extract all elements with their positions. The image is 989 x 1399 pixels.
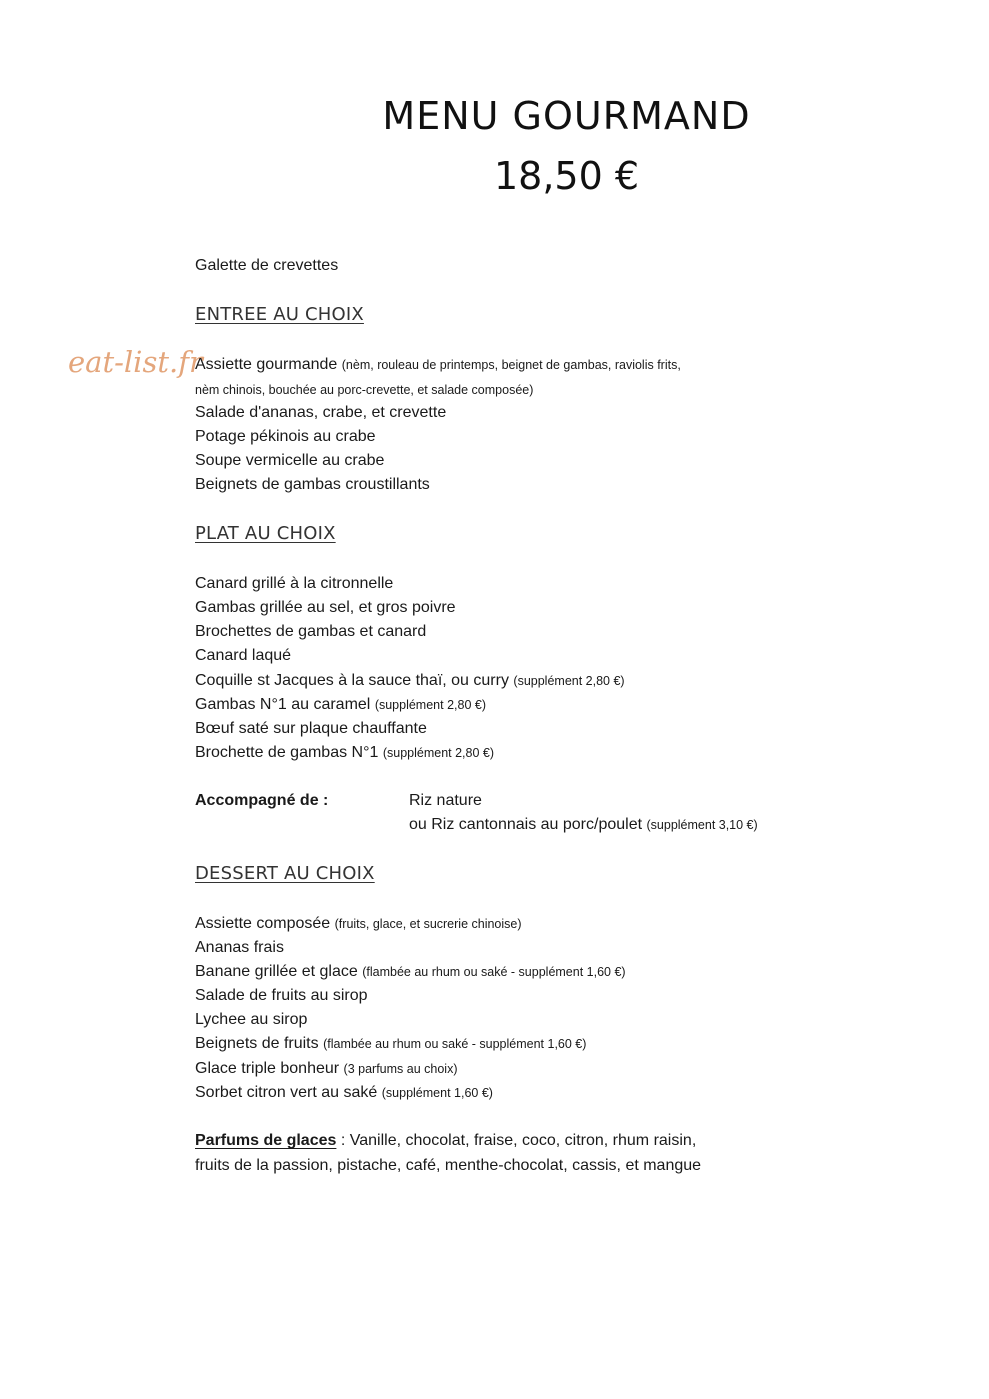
plat-item [195,672,625,690]
plat-item: Canard laqué [195,647,292,664]
parfums-line [195,1132,696,1150]
entree-item: Beignets de gambas croustillants [195,476,430,493]
entree-item-note-continued: nèm chinois, bouchée au porc-crevette, et salade composée) [195,383,534,397]
dessert-item [195,1060,457,1078]
item-note: (flambée au rhum ou saké - supplément 1,60 €) [362,965,626,979]
item-note: (supplément 2,80 €) [382,746,495,760]
dessert-item [195,1035,586,1053]
item-note: (supplément 1,60 €) [381,1086,493,1100]
watermark-logo: eat-list.fr [68,345,203,379]
dessert-item [195,1084,493,1102]
dessert-item: Ananas frais [195,939,284,956]
entree-item: Soupe vermicelle au crabe [195,452,385,469]
item-note: (supplément 2,80 €) [374,698,486,712]
plat-item [195,696,486,714]
section-heading-dessert: DESSERT AU CHOIX [195,863,375,884]
entree-item: Potage pékinois au crabe [195,428,376,445]
item-note: (fruits, glace, et sucrerie chinoise) [334,917,522,931]
plat-item: Brochettes de gambas et canard [195,623,427,640]
section-heading-plat: PLAT AU CHOIX [195,523,336,544]
item-name: Assiette gourmande [195,356,338,373]
section-heading-entree: ENTREE AU CHOIX [195,304,364,325]
accompagnement-label: Accompagné de : [195,792,329,809]
entree-item [195,356,681,374]
parfums-text: : Vanille, chocolat, fraise, coco, citron, rhum raisin, [336,1132,697,1149]
item-name: Gambas N°1 au caramel [195,696,371,713]
item-name: Sorbet citron vert au saké [195,1084,378,1101]
dessert-item: Salade de fruits au sirop [195,987,368,1004]
plat-item: Canard grillé à la citronnelle [195,575,394,592]
item-note: (supplément 3,10 €) [646,818,758,832]
item-name: ou Riz cantonnais au porc/poulet [409,816,643,833]
plat-item: Gambas grillée au sel, et gros poivre [195,599,456,616]
parfums-line-continued: fruits de la passion, pistache, café, menthe-chocolat, cassis, et mangue [195,1157,702,1174]
accompagnement-option [409,816,758,834]
item-note: (flambée au rhum ou saké - supplément 1,60 €) [323,1037,587,1051]
parfums-label: Parfums de glaces [195,1132,337,1149]
item-name: Coquille st Jacques à la sauce thaï, ou curry [195,672,509,689]
accompagnement-option: Riz nature [409,792,482,809]
dessert-item: Lychee au sirop [195,1011,308,1028]
item-note: (supplément 2,80 €) [513,674,625,688]
menu-price: 18,50 € [493,154,640,198]
item-name: Brochette de gambas N°1 [195,744,379,761]
dessert-item [195,963,626,981]
item-name: Glace triple bonheur [195,1060,340,1077]
entree-item: Salade d'ananas, crabe, et crevette [195,404,447,421]
item-note: (nèm, rouleau de printemps, beignet de gambas, raviolis frits, [341,358,681,372]
item-name: Banane grillée et glace [195,963,358,980]
item-name: Beignets de fruits [195,1035,319,1052]
item-note: (3 parfums au choix) [343,1062,458,1076]
plat-item: Bœuf saté sur plaque chauffante [195,720,427,737]
menu-title: MENU GOURMAND [382,94,751,138]
item-name: Assiette composée [195,915,331,932]
plat-item [195,744,494,762]
dessert-item [195,915,522,933]
intro-item: Galette de crevettes [195,257,339,274]
